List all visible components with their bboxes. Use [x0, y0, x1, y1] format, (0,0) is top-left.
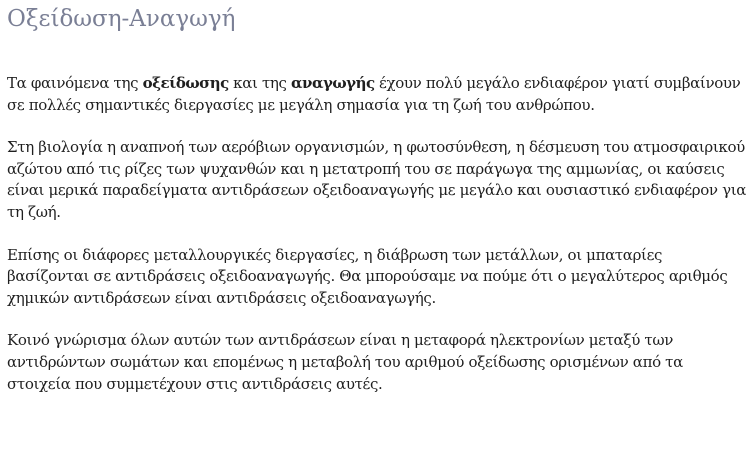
- term-reduction: αναγωγής: [291, 74, 375, 92]
- page-title: Οξείδωση-Αναγωγή: [7, 6, 236, 32]
- paragraph-intro-text-a: Τα φαινόμενα της: [7, 74, 143, 92]
- paragraph-intro-text-b: και της: [228, 74, 291, 92]
- paragraph-common-feature: Κοινό γνώρισμα όλων αυτών των αντιδράσεων είναι η μεταφορά ηλεκτρονίων μεταξύ των αντιδρώντων σωμάτων και επομένως η μεταβολή του αριθμού οξείδωσης ορισμένων από τα στοιχεία που συμμετέχουν στις αντιδράσεις αυτές.: [7, 331, 683, 393]
- term-oxidation: οξείδωσης: [142, 74, 229, 92]
- paragraph-intro: [7, 73, 747, 116]
- paragraph-biology: Στη βιολογία η αναπνοή των αερόβιων οργανισμών, η φωτοσύνθεση, η δέσμευση του ατμοσφαιρικού αζώτου από τις ρίζες των ψυχανθών και η μετατροπή του σε παράγωγα της αμμωνίας, οι καύσεις είναι μερικά παραδείγματα αντιδράσεων οξειδοαναγωγής με μεγάλο και ουσιαστικό ενδιαφέρον για τη ζωή.: [7, 138, 747, 221]
- paragraph-metallurgy: Επίσης οι διάφορες μεταλλουργικές διεργασίες, η διάβρωση των μετάλλων, οι μπαταρίες βασίζονται σε αντιδράσεις οξειδοαναγωγής. Θα μπορούσαμε να πούμε ότι ο μεγαλύτερος αριθμός χημικών αντιδράσεων είναι αντιδράσεις οξειδοαναγωγής.: [7, 245, 728, 307]
- paragraph-intro-text-c: έχουν πολύ μεγάλο ενδιαφέρον γιατί συμβαίνουν σε πολλές σημαντικές διεργασίες με μεγάλη σημασία για τη ζωή του ανθρώπου.: [7, 74, 741, 114]
